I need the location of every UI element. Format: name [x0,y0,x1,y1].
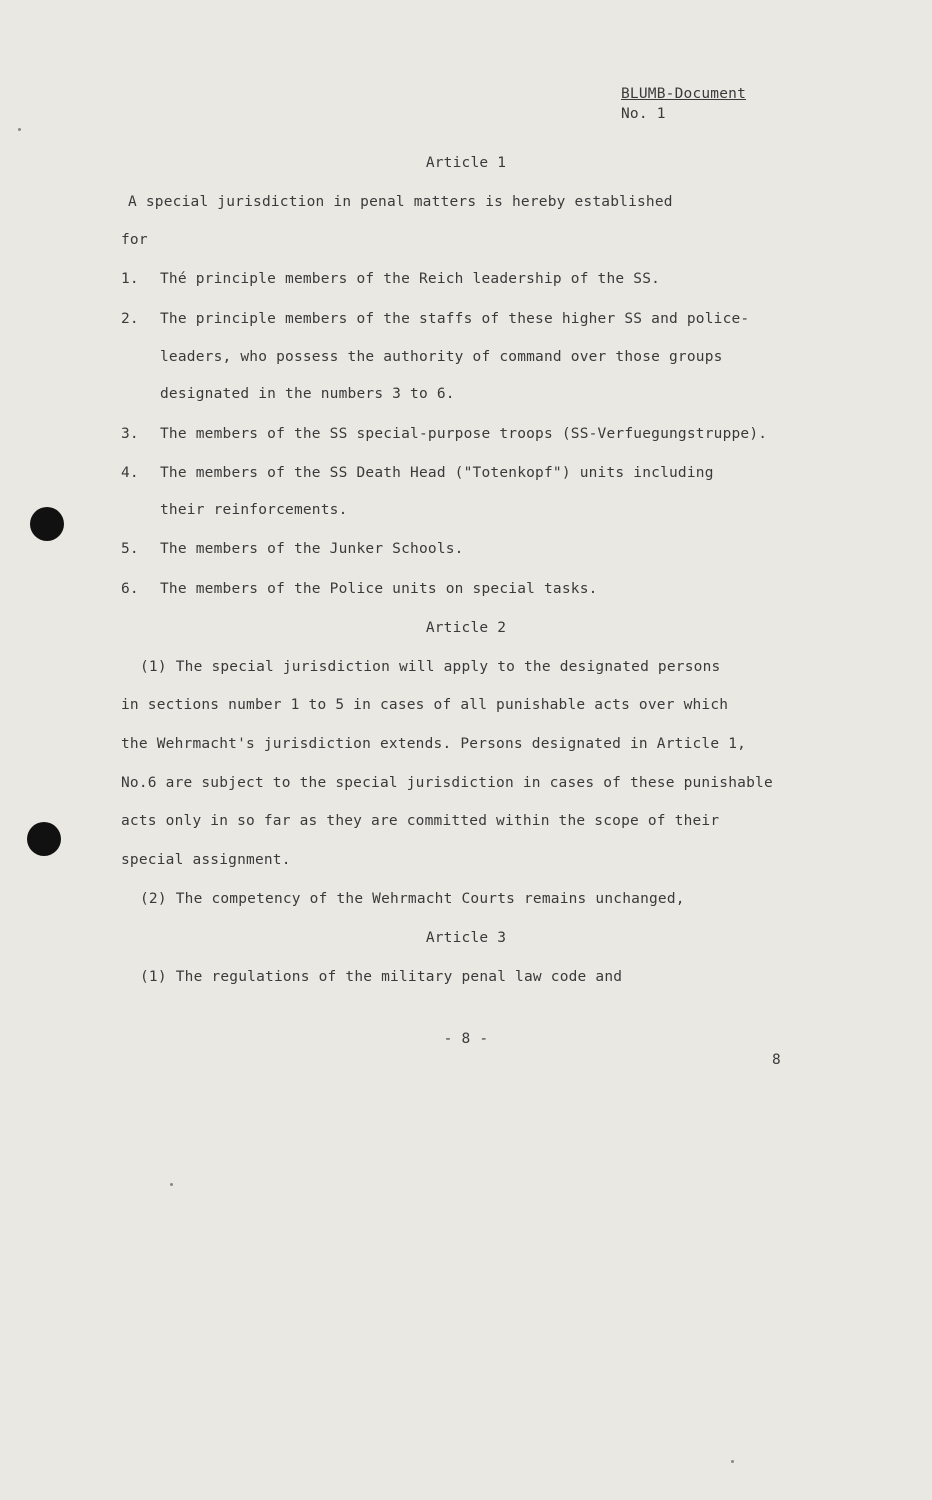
article-1-intro-cont: for [121,232,148,248]
item-number: 4. [121,465,139,481]
article-3-para-1: (1) The regulations of the military penal law code and [140,969,623,985]
punch-hole-bottom [27,822,61,856]
corner-page-number: 8 [772,1052,781,1068]
item-text: The members of the SS special-purpose troops (SS-Verfuegungstruppe). [160,426,768,442]
item-text: The members of the Junker Schools. [160,541,464,557]
article-2-para-1-line: acts only in so far as they are committed within the scope of their [121,813,720,829]
article-1-title: Article 1 [425,155,507,171]
paper-speck [170,1183,173,1186]
article-2-para-1-line: No.6 are subject to the special jurisdiction in cases of these punishable [121,775,773,791]
item-text: Thé principle members of the Reich leadership of the SS. [160,271,661,287]
article-2-para-1-line: special assignment. [121,852,291,868]
item-text: The principle members of the staffs of these higher SS and police- [160,311,750,327]
item-text: The members of the Police units on special tasks. [160,581,598,597]
item-number: 1. [121,271,139,287]
item-number: 3. [121,426,139,442]
page-number: - 8 - [443,1031,489,1047]
item-number: 5. [121,541,139,557]
item-text: their reinforcements. [160,502,348,518]
article-2-para-1-line: the Wehrmacht's jurisdiction extends. Persons designated in Article 1, [121,736,747,752]
punch-hole-top [30,507,64,541]
document-number: No. 1 [621,106,666,122]
article-2-title: Article 2 [425,620,507,636]
article-3-title: Article 3 [425,930,507,946]
item-text: leaders, who possess the authority of command over those groups [160,349,723,365]
document-label: BLUMB-Document [621,86,747,102]
paper-speck [731,1460,734,1463]
item-number: 6. [121,581,139,597]
article-2-para-1-line: in sections number 1 to 5 in cases of all punishable acts over which [121,697,729,713]
item-text: designated in the numbers 3 to 6. [160,386,455,402]
paper-speck [18,128,21,131]
item-text: The members of the SS Death Head ("Totenkopf") units including [160,465,714,481]
article-2-para-2: (2) The competency of the Wehrmacht Courts remains unchanged, [140,891,685,907]
item-number: 2. [121,311,139,327]
article-2-para-1-line: (1) The special jurisdiction will apply to the designated persons [140,659,721,675]
article-1-intro: A special jurisdiction in penal matters is hereby established [128,194,673,210]
